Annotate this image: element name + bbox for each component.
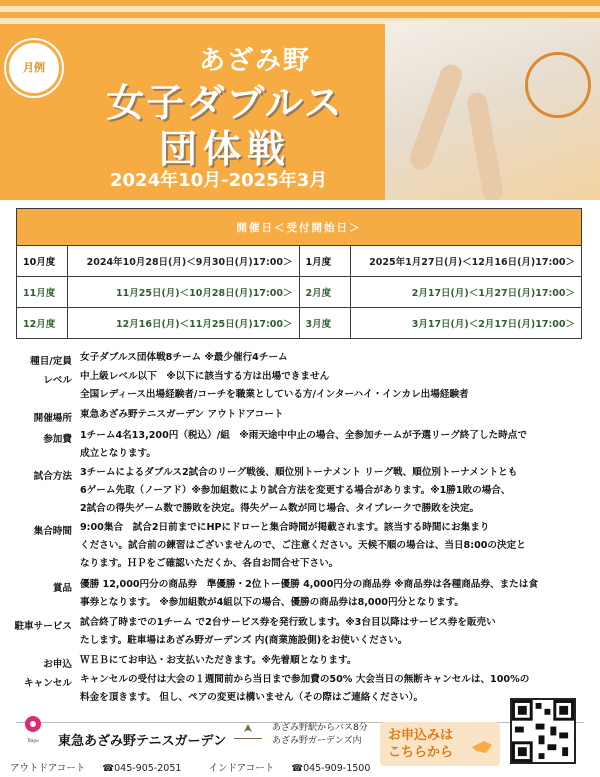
azamino-gardens-logo-icon	[230, 720, 266, 748]
detail-value	[80, 614, 585, 650]
apply-line: こちらから	[388, 745, 454, 760]
detail-line: 優勝 12,000円分の商品券 準優勝・2位トー優勝 4,000円分の商品券 ※商品券は各種商品券、または食	[80, 579, 538, 590]
monthly-badge	[6, 40, 62, 96]
indoor-phone[interactable]: ☎045-909-1500	[291, 763, 371, 774]
event-title: 女子ダブルス	[106, 81, 344, 125]
month-cell: 3月度	[299, 308, 350, 339]
event-subtitle: 団体戦	[158, 127, 291, 171]
date-cell: 12月16日(月)＜11月25日(月)17:00＞	[68, 308, 300, 339]
detail-label: 種目/定員	[30, 356, 72, 367]
detail-line: 3チームによるダブルス2試合のリーグ戦後、順位別トーナメント リーグ戦、順位別トーナメントとも	[80, 467, 518, 478]
detail-line: 2試合の得失ゲーム数で勝敗を決定。得失ゲーム数が同じ場合、タイブレークで勝敗を決定。	[80, 503, 480, 514]
date-cell: 2025年1月27日(月)＜12月16日(月)17:00＞	[350, 246, 582, 277]
detail-label: 参加費	[43, 434, 72, 445]
detail-label: 開催場所	[33, 413, 72, 424]
month-cell: 12月度	[17, 308, 68, 339]
detail-line: なります。ＨＰをご確認いただくか、各自お問合せ下さい。	[80, 558, 339, 569]
month-cell: 1月度	[299, 246, 350, 277]
detail-line: ＷＥＢにてお申込・お支払いただきます。※先着順となります。	[80, 655, 357, 666]
event-period: 2024年10月-2025年3月	[110, 170, 328, 191]
detail-label: 試合方法	[33, 471, 72, 482]
detail-line: たします。駐車場はあざみ野ガーデンズ 内(商業施設側)をお使いください。	[80, 635, 408, 646]
detail-line: 9:00集合 試合2日前までにHPにドローと集合時間が掲載されます。該当する時間にお集まり	[80, 522, 490, 533]
detail-label: 駐車サービス	[14, 621, 72, 632]
detail-label: レベル	[43, 375, 72, 386]
detail-line: キャンセルの受付は大会の１週間前から当日まで参加費の50% 大会当日の無断キャンセルは、100%の	[80, 674, 530, 685]
detail-line: 事券となります。 ※参加組数が4組以下の場合、優勝の商品券は8,000円分となります。	[80, 597, 464, 608]
outdoor-label: アウトドアコート	[10, 763, 86, 774]
detail-line: 1チーム4名13,200円（税込）/組 ※雨天途中中止の場合、全参加チームが予選リーグ終了した時点で	[80, 430, 527, 441]
header-banner	[0, 0, 600, 200]
detail-value	[80, 427, 585, 463]
table-row	[17, 308, 582, 339]
date-cell: 11月25日(月)＜10月28日(月)17:00＞	[68, 277, 300, 308]
detail-line: 全国レディース出場経験者/コーチを職業としている方/インターハイ・インカレ出場経験者	[80, 389, 469, 400]
detail-label: お申込	[43, 659, 72, 670]
detail-value	[80, 652, 585, 670]
svg-text:Tokyu: Tokyu	[27, 738, 39, 743]
date-cell: 2024年10月28日(月)＜9月30日(月)17:00＞	[68, 246, 300, 277]
table-row	[17, 277, 582, 308]
access-line: あざみ野ガーデンズ内	[272, 736, 362, 746]
detail-label: キャンセル	[24, 678, 72, 689]
schedule-table	[16, 208, 582, 339]
racket-icon	[525, 52, 591, 118]
detail-line: 成立となります。	[80, 448, 156, 459]
venue-name: 東急あざみ野テニスガーデン	[58, 734, 227, 749]
header-stripe	[0, 6, 600, 12]
table-row	[17, 246, 582, 277]
schedule-header: 開催日＜受付開始日＞	[17, 209, 582, 246]
apply-line: お申込みは	[388, 728, 454, 743]
detail-line: 東急あざみ野テニスガーデン アウトドアコート	[80, 409, 284, 420]
venue-title: あざみ野	[198, 46, 311, 76]
month-cell: 10月度	[17, 246, 68, 277]
detail-label: 集合時間	[33, 526, 72, 537]
detail-line: ください。試合前の練習はございませんので、ご注意ください。天候不順の場合は、当日8:00の決定と	[80, 540, 526, 551]
detail-line: 料金を頂きます。 但し、ペアの変更は構いません（その際はご連絡ください）。	[80, 692, 424, 703]
detail-line: 中上級レベル以下 ※以下に該当する方は出場できません	[80, 371, 330, 382]
detail-value	[80, 406, 585, 424]
arm-shape	[407, 62, 465, 173]
access-line: あざみ野駅からバス8分	[272, 723, 368, 733]
detail-line: 試合終了時までの1チーム で2台サービス券を発行致します。※3台目以降はサービス券を販売い	[80, 617, 496, 628]
arm-shape	[466, 91, 505, 200]
month-cell: 11月度	[17, 277, 68, 308]
detail-line: 女子ダブルス団体戦8チーム ※最少催行4チーム	[80, 352, 288, 363]
detail-value	[80, 519, 585, 573]
apply-label[interactable]	[388, 727, 453, 761]
access-info	[272, 722, 368, 748]
tennis-garden-logo-icon	[18, 712, 48, 752]
detail-value	[80, 349, 585, 367]
tennis-photo	[385, 22, 600, 200]
phone-row	[10, 760, 370, 774]
outdoor-phone[interactable]: ☎045-905-2051	[102, 763, 182, 774]
pointing-hand-icon	[470, 737, 494, 755]
date-cell: 3月17日(月)＜2月17日(月)17:00＞	[350, 308, 582, 339]
monthly-badge-label: 月例	[23, 61, 45, 74]
detail-label: 賞品	[52, 583, 72, 594]
month-cell: 2月度	[299, 277, 350, 308]
indoor-label: インドアコート	[208, 763, 275, 774]
date-cell: 2月17日(月)＜1月27日(月)17:00＞	[350, 277, 582, 308]
detail-value	[80, 576, 585, 612]
detail-line: 6ゲーム先取（ノーアド）※参加組数により試合方法を変更する場合があります。※1勝1敗の場合、	[80, 485, 511, 496]
detail-value	[80, 368, 585, 404]
qr-code-icon[interactable]	[510, 698, 576, 764]
detail-value	[80, 464, 585, 518]
